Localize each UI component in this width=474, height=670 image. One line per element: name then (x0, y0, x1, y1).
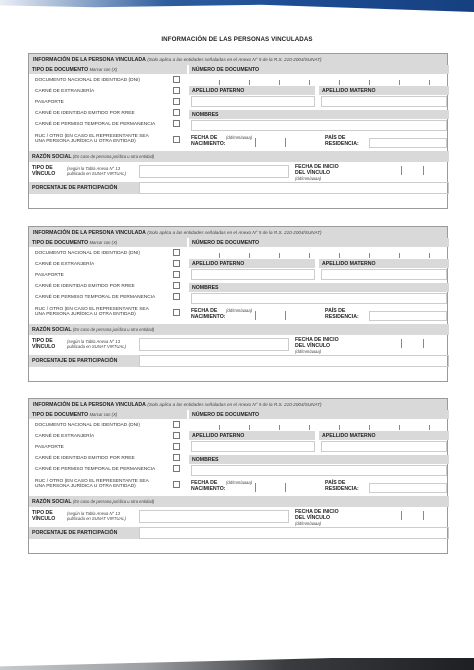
nombres-input[interactable] (191, 120, 447, 131)
checkbox-pasaporte[interactable] (173, 443, 180, 450)
checkbox-pasaporte[interactable] (173, 98, 180, 105)
apellido-materno-input[interactable] (321, 96, 447, 107)
apellido-paterno-label: APELLIDO PATERNO (189, 259, 315, 268)
apellido-paterno-input[interactable] (191, 441, 315, 452)
tipo-vinculo-input[interactable] (139, 338, 289, 351)
numero-documento-label: NÚMERO DE DOCUMENTO (189, 238, 449, 247)
pais-residencia-input[interactable] (369, 311, 447, 321)
numero-documento-label: NÚMERO DE DOCUMENTO (189, 410, 449, 419)
fecha-nacimiento-label: FECHA DE NACIMIENTO: (191, 135, 226, 147)
tipo-documento-label: TIPO DE DOCUMENTO Marcar con (X) (29, 65, 187, 74)
apellido-paterno-label: APELLIDO PATERNO (189, 431, 315, 440)
option-ruc-otro: RUC / OTRO (EN CASO EL REPRESENTANTE SEA UNA PERSONA JURÍDICA U OTRA ENTIDAD) (35, 134, 149, 145)
option-carne-extranjeria: CARNÉ DE EXTRANJERÍA (35, 262, 95, 267)
fecha-nacimiento-format: (dd/mm/aaaa) (226, 308, 253, 313)
fecha-nacimiento-input[interactable] (225, 136, 317, 148)
pais-residencia-label: PAÍS DE RESIDENCIA: (325, 480, 359, 492)
apellido-paterno-input[interactable] (191, 269, 315, 280)
razon-social-row: RAZÓN SOCIAL (En caso de persona jurídica u otra entidad) (29, 151, 449, 162)
porcentaje-input[interactable] (139, 355, 449, 367)
option-permiso-temporal: CARNÉ DE PERMISO TEMPORAL DE PERMANENCIA (35, 295, 156, 300)
numero-documento-label: NÚMERO DE DOCUMENTO (189, 65, 449, 74)
fecha-nacimiento-input[interactable] (225, 481, 317, 493)
tipo-vinculo-input[interactable] (139, 165, 289, 178)
option-dni: DOCUMENTO NACIONAL DE IDENTIDAD (DNI) (35, 251, 141, 256)
fecha-nacimiento-format: (dd/mm/aaaa) (226, 135, 253, 140)
option-carne-rree: CARNÉ DE IDENTIDAD EMITIDO POR RREE (35, 284, 135, 289)
option-carne-rree: CARNÉ DE IDENTIDAD EMITIDO POR RREE (35, 456, 135, 461)
pais-residencia-label: PAÍS DE RESIDENCIA: (325, 135, 359, 147)
top-decorative-band (0, 0, 474, 12)
tipo-documento-label: TIPO DE DOCUMENTO Marcar con (X) (29, 238, 187, 247)
numero-documento-input[interactable] (189, 420, 449, 430)
option-pasaporte: PASAPORTE (35, 445, 64, 450)
razon-social-row: RAZÓN SOCIAL (En caso de persona jurídica u otra entidad) (29, 496, 449, 507)
apellido-materno-input[interactable] (321, 269, 447, 280)
option-dni: DOCUMENTO NACIONAL DE IDENTIDAD (DNI) (35, 78, 141, 83)
option-ruc-otro: RUC / OTRO (EN CASO EL REPRESENTANTE SEA UNA PERSONA JURÍDICA U OTRA ENTIDAD) (35, 307, 149, 318)
apellido-materno-label: APELLIDO MATERNO (319, 431, 449, 440)
checkbox-carne-rree[interactable] (173, 282, 180, 289)
option-carne-extranjeria: CARNÉ DE EXTRANJERÍA (35, 434, 95, 439)
checkbox-permiso-temporal[interactable] (173, 293, 180, 300)
section-header: INFORMACIÓN DE LA PERSONA VINCULADA (Solo aplica a las entidades señaladas en el Anexo N° 5 de la R.S. 210-2004/SUNAT) (29, 54, 447, 65)
checkbox-pasaporte[interactable] (173, 271, 180, 278)
checkbox-ruc-otro[interactable] (173, 309, 180, 316)
checkbox-carne-extranjeria[interactable] (173, 260, 180, 267)
apellido-materno-label: APELLIDO MATERNO (319, 86, 449, 95)
nombres-input[interactable] (191, 293, 447, 304)
section-header: INFORMACIÓN DE LA PERSONA VINCULADA (Solo aplica a las entidades señaladas en el Anexo N° 5 de la R.S. 210-2004/SUNAT) (29, 399, 447, 410)
porcentaje-label: PORCENTAJE DE PARTICIPACIÓN (29, 182, 139, 194)
fecha-inicio-label: FECHA DE INICIO DEL VÍNCULO (dd/mm/aaaa) (295, 509, 339, 526)
fecha-inicio-input[interactable] (379, 509, 447, 522)
tipo-documento-label: TIPO DE DOCUMENTO Marcar con (X) (29, 410, 187, 419)
fecha-nacimiento-label: FECHA DE NACIMIENTO: (191, 308, 226, 320)
tipo-vinculo-label: TIPO DE VÍNCULO (32, 338, 56, 350)
apellido-paterno-label: APELLIDO PATERNO (189, 86, 315, 95)
fecha-inicio-label: FECHA DE INICIO DEL VÍNCULO (dd/mm/aaaa) (295, 337, 339, 354)
tipo-vinculo-note: (según la Tabla Anexa N° 13 publicada en SUNAT VIRTUAL) (67, 511, 126, 521)
checkbox-permiso-temporal[interactable] (173, 120, 180, 127)
razon-social-row: RAZÓN SOCIAL (En caso de persona jurídica u otra entidad) (29, 324, 449, 335)
checkbox-carne-extranjeria[interactable] (173, 432, 180, 439)
checkbox-carne-extranjeria[interactable] (173, 87, 180, 94)
option-permiso-temporal: CARNÉ DE PERMISO TEMPORAL DE PERMANENCIA (35, 122, 156, 127)
bottom-decorative-band (0, 658, 474, 670)
checkbox-permiso-temporal[interactable] (173, 465, 180, 472)
checkbox-dni[interactable] (173, 421, 180, 428)
section-header: INFORMACIÓN DE LA PERSONA VINCULADA (Solo aplica a las entidades señaladas en el Anexo N° 5 de la R.S. 210-2004/SUNAT) (29, 227, 447, 238)
pais-residencia-label: PAÍS DE RESIDENCIA: (325, 308, 359, 320)
pais-residencia-input[interactable] (369, 483, 447, 493)
apellido-materno-label: APELLIDO MATERNO (319, 259, 449, 268)
apellido-materno-input[interactable] (321, 441, 447, 452)
numero-documento-input[interactable] (189, 75, 449, 85)
option-permiso-temporal: CARNÉ DE PERMISO TEMPORAL DE PERMANENCIA (35, 467, 156, 472)
fecha-inicio-input[interactable] (379, 337, 447, 350)
checkbox-ruc-otro[interactable] (173, 481, 180, 488)
nombres-label: NOMBRES (189, 455, 449, 464)
page-title: INFORMACIÓN DE LAS PERSONAS VINCULADAS (161, 36, 313, 43)
fecha-nacimiento-input[interactable] (225, 309, 317, 321)
fecha-nacimiento-label: FECHA DE NACIMIENTO: (191, 480, 226, 492)
apellido-paterno-input[interactable] (191, 96, 315, 107)
porcentaje-label: PORCENTAJE DE PARTICIPACIÓN (29, 527, 139, 539)
persona-vinculada-block-3 (28, 398, 448, 554)
fecha-inicio-input[interactable] (379, 164, 447, 177)
option-pasaporte: PASAPORTE (35, 100, 64, 105)
porcentaje-input[interactable] (139, 182, 449, 194)
checkbox-dni[interactable] (173, 249, 180, 256)
checkbox-ruc-otro[interactable] (173, 136, 180, 143)
porcentaje-input[interactable] (139, 527, 449, 539)
porcentaje-label: PORCENTAJE DE PARTICIPACIÓN (29, 355, 139, 367)
tipo-vinculo-input[interactable] (139, 510, 289, 523)
checkbox-dni[interactable] (173, 76, 180, 83)
persona-vinculada-block-1 (28, 53, 448, 209)
option-ruc-otro: RUC / OTRO (EN CASO EL REPRESENTANTE SEA UNA PERSONA JURÍDICA U OTRA ENTIDAD) (35, 479, 149, 490)
numero-documento-input[interactable] (189, 248, 449, 258)
tipo-vinculo-note: (según la Tabla Anexa N° 13 publicada en SUNAT VIRTUAL) (67, 339, 126, 349)
nombres-label: NOMBRES (189, 110, 449, 119)
tipo-vinculo-label: TIPO DE VÍNCULO (32, 165, 56, 177)
nombres-input[interactable] (191, 465, 447, 476)
nombres-label: NOMBRES (189, 283, 449, 292)
checkbox-carne-rree[interactable] (173, 109, 180, 116)
pais-residencia-input[interactable] (369, 138, 447, 148)
option-carne-extranjeria: CARNÉ DE EXTRANJERÍA (35, 89, 95, 94)
fecha-inicio-label: FECHA DE INICIO DEL VÍNCULO (dd/mm/aaaa) (295, 164, 339, 181)
tipo-vinculo-label: TIPO DE VÍNCULO (32, 510, 56, 522)
checkbox-carne-rree[interactable] (173, 454, 180, 461)
persona-vinculada-block-2 (28, 226, 448, 382)
option-carne-rree: CARNÉ DE IDENTIDAD EMITIDO POR RREE (35, 111, 135, 116)
tipo-vinculo-note: (según la Tabla Anexa N° 13 publicada en SUNAT VIRTUAL) (67, 166, 126, 176)
fecha-nacimiento-format: (dd/mm/aaaa) (226, 480, 253, 485)
option-dni: DOCUMENTO NACIONAL DE IDENTIDAD (DNI) (35, 423, 141, 428)
option-pasaporte: PASAPORTE (35, 273, 64, 278)
